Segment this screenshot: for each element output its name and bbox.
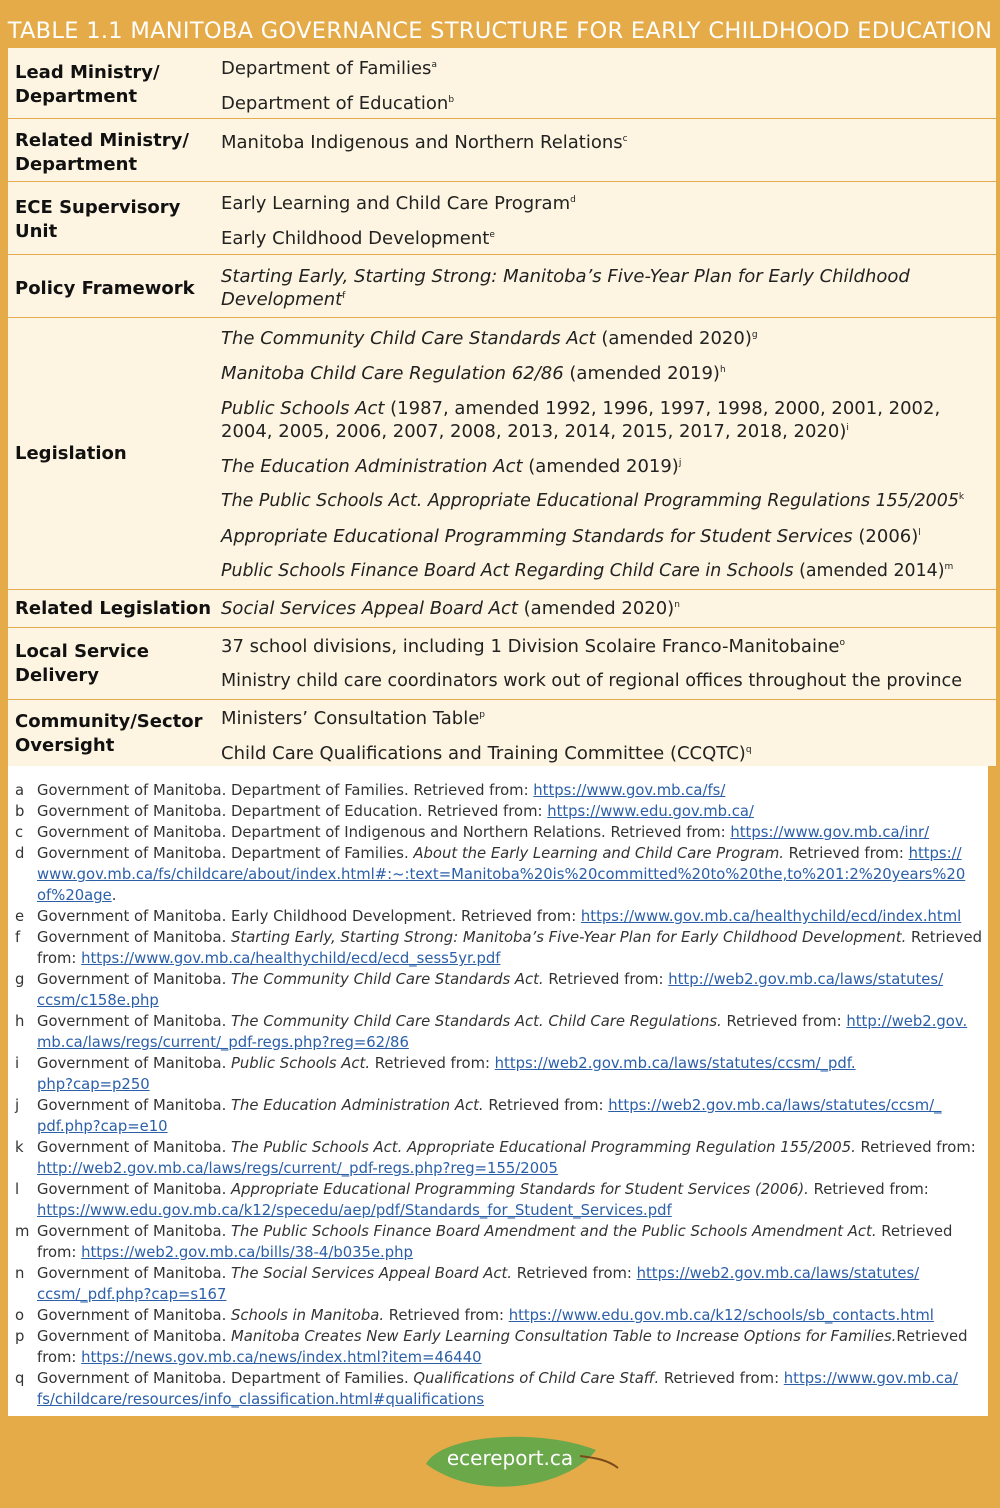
footnote-link[interactable]: https://www.gov.mb.ca/fs/	[533, 782, 726, 799]
row-value: Early Childhood Development$^e$	[221, 228, 495, 249]
ecereport-logo[interactable]	[420, 1428, 620, 1504]
row-label: ECE Supervisory Unit	[15, 197, 181, 242]
table-row	[8, 627, 996, 700]
table-row	[8, 254, 996, 318]
row-label: Legislation	[15, 443, 127, 464]
row-label: Related Legislation	[15, 598, 212, 619]
footnote-link[interactable]: https://www.gov.mb.ca/ fs/childcare/resources/info_classification.html#qualifications	[37, 1370, 958, 1408]
row-value: The Public Schools Act. Appropriate Educational Programming Regulations 155/2005$^k$	[221, 491, 965, 511]
footnote-link[interactable]: https://www.gov.mb.ca/healthychild/ecd/index.html	[580, 908, 962, 925]
footnote-link[interactable]: https://www.edu.gov.mb.ca/k12/specedu/aep/pdf/Standards_for_Student_Services.pdf	[37, 1202, 672, 1219]
row-value: Social Services Appeal Board Act (amended 2020)$^n$	[221, 598, 680, 619]
footnote-link[interactable]: https://web2.gov.mb.ca/bills/38-4/b035e.php	[81, 1244, 413, 1261]
row-value: Ministry child care coordinators work out of regional offices throughout the province	[221, 671, 963, 691]
footnote-link[interactable]: https:// www.gov.mb.ca/fs/childcare/about/index.html#:~:text=Manitoba%20is%20committed%20to%20the,to%201:2%20years%20 of%20age	[37, 845, 966, 904]
row-value: 37 school divisions, including 1 Division Scolaire Franco-Manitobaine$^o$	[221, 636, 845, 657]
row-value: Manitoba Child Care Regulation 62/86 (amended 2019)$^h$	[221, 363, 726, 384]
row-value: Early Learning and Child Care Program$^d$	[221, 193, 576, 214]
footnote-link[interactable]: https://web2.gov.mb.ca/laws/statutes/ccsm/_ pdf.php?cap=e10	[37, 1097, 942, 1135]
footnote-link[interactable]: http://web2.gov. mb.ca/laws/regs/current/_pdf-regs.php?reg=62/86	[37, 1013, 968, 1051]
table-title: TABLE 1.1 MANITOBA GOVERNANCE STRUCTURE FOR EARLY CHILDHOOD EDUCATION	[7, 18, 993, 44]
row-value: Department of Families$^a$	[221, 58, 437, 79]
row-label: Community/Sector Oversight	[15, 711, 203, 756]
footnotes: a Government of Manitoba. Department of Families. Retrieved from: https://www.gov.mb.ca/fs/ b Government of Manitoba. Department of Education. Retrieved from: https://www.edu.gov.mb.ca/ c Government of Manitoba. Department of Indigenous and Northern Relations. Retrieved from: https://www.gov.mb.ca/inr/ d Government of Manitoba. Department of Families. About the Early Learning and Child Care Program. Retrieved from: https:// www.gov.mb.ca/fs/childcare/about/index.html#:~:text=Manitoba%20is%20committed%20to%20the,to%201:2%20years%20 of%20age. e Government of Manitoba. Early Childhood Development. Retrieved from: https://www.gov.mb.ca/healthychild/ecd/index.html f Government of Manitoba. Starting Early, Starting Strong: Manitoba’s Five-Year Plan for Early Childhood Development. Retrieved from: https://www.gov.mb.ca/healthychild/ecd/ecd_sess5yr.pdf g Government of Manitoba. The Community Child Care Standards Act. Retrieved from: http://web2.gov.mb.ca/laws/statutes/ ccsm/c158e.php h Government of Manitoba. The Community Child Care Standards Act. Child Care Regulations. Retrieved from: http://web2.gov. mb.ca/laws/regs/current/_pdf-regs.php?reg=62/86 i Government of Manitoba. Public Schools Act. Retrieved from: https://web2.gov.mb.ca/laws/statutes/ccsm/_pdf. php?cap=p250 j Government of Manitoba. The Education Administration Act. Retrieved from: https://web2.gov.mb.ca/laws/statutes/ccsm/_ pdf.php?cap=e10 k Government of Manitoba. The Public Schools Act. Appropriate Educational Programming Regulation 155/2005. Retrieved from: http://web2.gov.mb.ca/laws/regs/current/_pdf-regs.php?reg=155/2005 l Government of Manitoba. Appropriate Educational Programming Standards for Student Services (2006). Retrieved from: https://www.edu.gov.mb.ca/k12/specedu/aep/pdf/Standards_for_Student_Services.pdf m Government of Manitoba. The Public Schools Finance Board Amendment and the Public Schools Amendment Act. Retrieved from: https://web2.gov.mb.ca/bills/38-4/b035e.php n Government of Manitoba. The Social Services Appeal Board Act. Retrieved from: https://web2.gov.mb.ca/laws/statutes/ ccsm/_pdf.php?cap=s167 o Government of Manitoba. Schools in Manitoba. Retrieved from: https://www.edu.gov.mb.ca/k12/schools/sb_contacts.html p Government of Manitoba. Manitoba Creates New Early Learning Consultation Table to Increase Options for Families.Retrieved from: https://news.gov.mb.ca/news/index.html?item=46440 q Government of Manitoba. Department of Families. Qualifications of Child Care Staff. Retrieved from: https://www.gov.mb.ca/ fs/childcare/resources/info_classification.html#qualifications	[8, 766, 988, 1416]
row-value: Public Schools Act (1987, amended 1992, 1996, 1997, 1998, 2000, 2001, 2002, 2004, 2005, 2006, 2007, 2008, 2013, 2014, 2015, 2017, 2018, 2020)$^i$	[221, 398, 941, 442]
table-row	[8, 699, 996, 767]
row-label: Policy Framework	[15, 278, 195, 299]
row-value: Manitoba Indigenous and Northern Relations$^c$	[221, 132, 628, 153]
table-row	[8, 181, 996, 255]
row-value: Child Care Qualifications and Training Committee (CCQTC)$^q$	[221, 743, 752, 764]
table-row	[8, 589, 996, 628]
row-label: Local Service Delivery	[15, 641, 149, 686]
footnote-link[interactable]: https://news.gov.mb.ca/news/index.html?item=46440	[81, 1349, 482, 1366]
row-label: Related Ministry/ Department	[15, 130, 189, 175]
row-value: The Community Child Care Standards Act (amended 2020)$^g$	[221, 328, 758, 349]
governance-table	[8, 48, 996, 766]
footnote-link[interactable]: http://web2.gov.mb.ca/laws/statutes/ ccsm/c158e.php	[37, 971, 944, 1009]
footnote-link[interactable]: http://web2.gov.mb.ca/laws/regs/current/_pdf-regs.php?reg=155/2005	[37, 1160, 558, 1177]
footnote-link[interactable]: https://www.edu.gov.mb.ca/k12/schools/sb_contacts.html	[508, 1307, 934, 1324]
row-value: Department of Education$^b$	[221, 93, 455, 114]
footnote-link[interactable]: https://www.gov.mb.ca/healthychild/ecd/ecd_sess5yr.pdf	[81, 950, 501, 967]
footnote-link[interactable]: https://www.edu.gov.mb.ca/	[547, 803, 754, 820]
row-value: Appropriate Educational Programming Standards for Student Services $(2006)^l$	[221, 526, 921, 547]
row-value: Ministers’ Consultation Table$^p$	[221, 708, 486, 729]
logo-text: ecereport.ca	[446, 1446, 574, 1470]
row-label: Lead Ministry/ Department	[15, 62, 160, 107]
footnote-link[interactable]: https://www.gov.mb.ca/inr/	[730, 824, 930, 841]
footnote-link[interactable]: https://web2.gov.mb.ca/laws/statutes/ccsm/_pdf. php?cap=p250	[37, 1055, 856, 1093]
row-value: Public Schools Finance Board Act Regarding Child Care in Schools (amended 2014)$^m$	[221, 561, 954, 581]
row-value: The Education Administration Act (amended 2019)$^j$	[221, 456, 682, 477]
table-row	[8, 48, 996, 118]
table-row	[8, 317, 996, 590]
table-row	[8, 118, 996, 182]
footnote-link[interactable]: https://web2.gov.mb.ca/laws/statutes/ ccsm/_pdf.php?cap=s167	[37, 1265, 920, 1303]
row-value: Starting Early, Starting Strong: Manitoba’s Five-Year Plan for Early Childhood Development$^f$	[221, 266, 910, 310]
